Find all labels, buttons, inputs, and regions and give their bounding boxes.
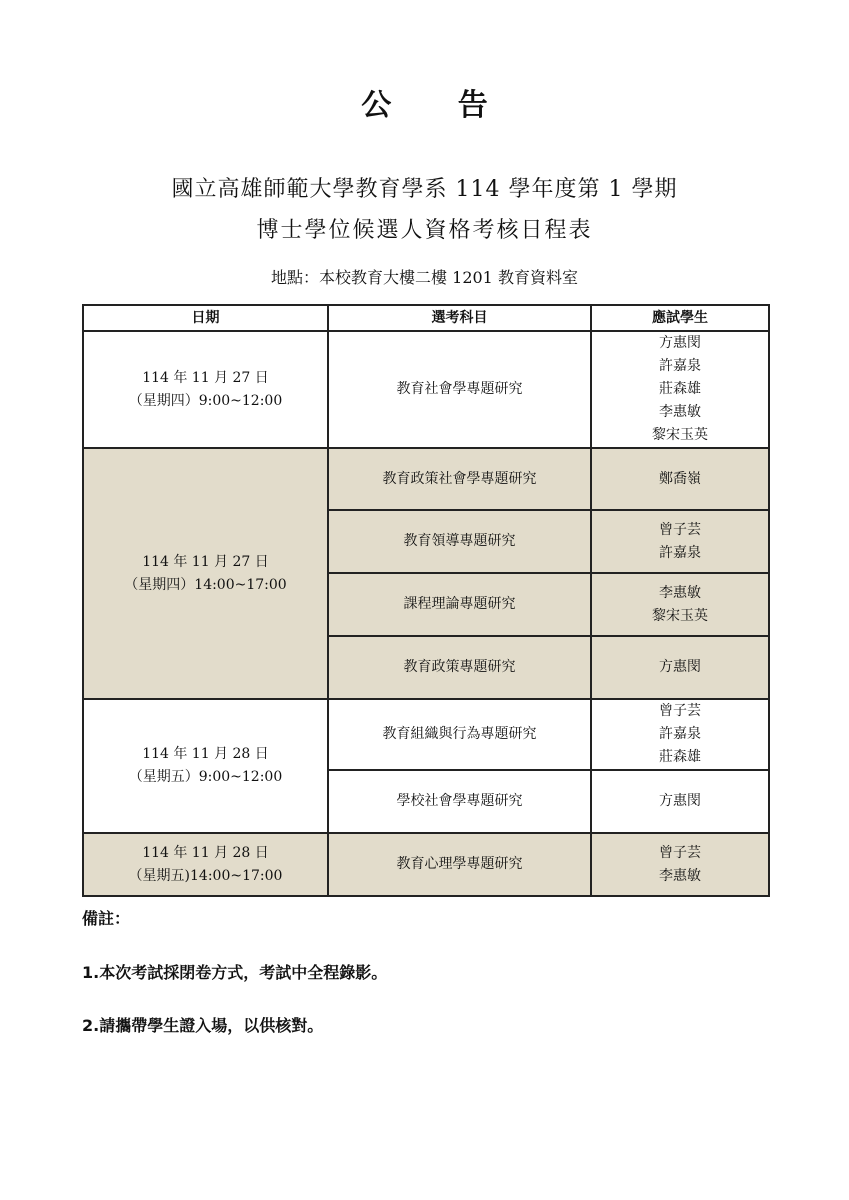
student-name: 莊森雄 <box>659 749 701 765</box>
exam-date: 114 年 11 月 27 日 <box>142 369 269 386</box>
exam-time: （星期五)14:00~17:00 <box>128 867 283 884</box>
student-name: 曾子芸 <box>659 521 701 538</box>
exam-schedule-table <box>82 304 770 897</box>
subject-cell: 教育組織與行為專題研究 <box>328 699 591 770</box>
date-cell <box>83 833 328 896</box>
student-name: 方惠閔 <box>659 793 701 809</box>
students-cell <box>591 636 769 699</box>
students-cell <box>591 510 769 573</box>
student-name: 許嘉泉 <box>659 544 701 561</box>
subject-cell: 課程理論專題研究 <box>328 573 591 636</box>
table-row <box>83 699 769 770</box>
student-name: 李惠敏 <box>659 404 701 420</box>
students-cell <box>591 573 769 636</box>
student-name: 許嘉泉 <box>659 358 701 374</box>
schedule-title-line-1: 國立高雄師範大學教育學系 114 學年度第 1 學期 <box>171 177 678 202</box>
notes-label: 備註： <box>82 909 131 928</box>
exam-time: （星期四）14:00~17:00 <box>124 576 287 593</box>
subject-cell: 教育政策專題研究 <box>328 636 591 699</box>
students-cell <box>591 448 769 510</box>
exam-time: （星期五）9:00~12:00 <box>128 769 283 785</box>
exam-date: 114 年 11 月 27 日 <box>142 553 269 570</box>
exam-date: 114 年 11 月 28 日 <box>142 844 269 861</box>
students-cell <box>591 833 769 896</box>
exam-location: 地點：本校教育大樓二樓 1201 教育資料室 <box>271 268 578 287</box>
table-header-row <box>83 305 769 331</box>
students-cell <box>591 770 769 833</box>
exam-date: 114 年 11 月 28 日 <box>142 746 269 762</box>
notice-title: 公 告 <box>361 88 516 123</box>
table-row <box>83 331 769 448</box>
student-name: 曾子芸 <box>659 844 701 861</box>
date-cell <box>83 331 328 448</box>
subject-cell: 學校社會學專題研究 <box>328 770 591 833</box>
table-row <box>83 448 769 510</box>
date-cell <box>83 448 328 699</box>
subject-cell: 教育心理學專題研究 <box>328 833 591 896</box>
subject-cell: 教育領導專題研究 <box>328 510 591 573</box>
student-name: 莊森雄 <box>659 381 701 397</box>
header-date: 日期 <box>83 305 328 331</box>
student-name: 方惠閔 <box>659 335 701 351</box>
header-students: 應試學生 <box>591 305 769 331</box>
student-name: 黎宋玉英 <box>652 427 708 443</box>
student-name: 鄭喬嶺 <box>659 470 701 487</box>
students-cell <box>591 699 769 770</box>
schedule-title-line-2: 博士學位候選人資格考核日程表 <box>256 218 593 243</box>
student-name: 李惠敏 <box>659 867 701 884</box>
exam-time: （星期四）9:00~12:00 <box>128 392 283 409</box>
student-name: 李惠敏 <box>659 584 701 601</box>
student-name: 曾子芸 <box>659 703 701 719</box>
subject-cell: 教育政策社會學專題研究 <box>328 448 591 510</box>
student-name: 黎宋玉英 <box>652 607 708 624</box>
student-name: 方惠閔 <box>659 659 701 675</box>
student-name: 許嘉泉 <box>659 726 701 742</box>
students-cell <box>591 331 769 448</box>
table-row <box>83 833 769 896</box>
date-cell <box>83 699 328 833</box>
subject-cell: 教育社會學專題研究 <box>328 331 591 448</box>
note-item: 2.請攜帶學生證入場，以供核對。 <box>82 1016 324 1035</box>
note-item: 1.本次考試採閉卷方式，考試中全程錄影。 <box>82 963 388 982</box>
header-subject: 選考科目 <box>328 305 591 331</box>
